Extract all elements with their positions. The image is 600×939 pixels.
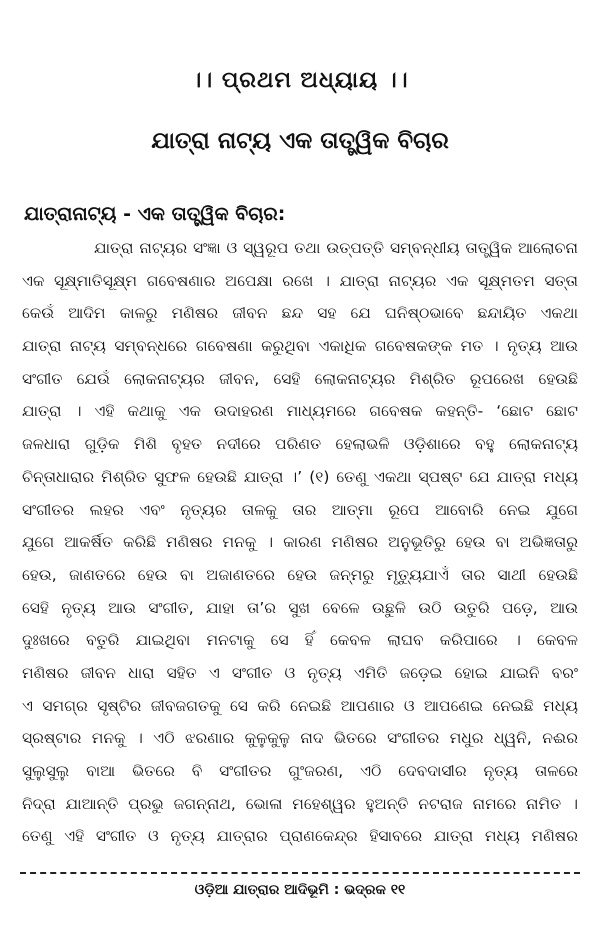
- body-line: ଦୁଃଖରେ ବତୁରି ଯାଇଥିବା ମନଟାକୁ ସେ ହିଁ କେବଳ ଲାଘବ କରିପାରେ । କେବଳ: [22, 631, 578, 650]
- body-line: ମଣିଷର ଜୀବନ ଧାରା ସହିତ ଏ ସଂଗୀତ ଓ ନୃତ୍ୟ ଏମିତି ଜଡ଼େଇ ହୋଇ ଯାଇନି ବରଂ: [22, 663, 578, 682]
- body-text: [22, 232, 578, 853]
- body-line: ହେଉ, ଜାଣତରେ ହେଉ ବା ଅଜାଣତରେ ହେଉ ଜନ୍ମରୁ ମୃତ୍ୟୁଯାଏଁ ତାର ସାଥୀ ହେଉଛି: [22, 565, 578, 584]
- body-line: ଯାତ୍ରା ନାଟ୍ୟ ସମ୍ବନ୍ଧରେ ଗବେଷଣା କରୁଥିବା ଏକାଧିକ ଗବେଷକଙ୍କ ମତ । ନୃତ୍ୟ ଆଉ: [22, 337, 578, 356]
- body-line: ସ୍ରଷ୍ଟାର ମନକୁ । ଏଠି ଝରଣାର କୁଳୁକୁଳୁ ନାଦ ଭିତରେ ସଂଗୀତର ମଧୁର ଧ୍ୱନି, ନଈର: [22, 729, 578, 748]
- body-line: ଯାତ୍ରା । ଏହି କଥାକୁ ଏକ ଉଦାହରଣ ମାଧ୍ୟମରେ ଗବେଷକ କହନ୍ତି- ‘ଛୋଟ ଛୋଟ: [22, 402, 578, 421]
- body-line: ଯୁଗେ ଆକର୍ଷିତ କରିଛି ମଣିଷର ମନକୁ । କାରଣ ମଣିଷର ଅନୁଭୂତିରୁ ହେଉ ବା ଅଭିଜ୍ଞତାରୁ: [22, 533, 578, 552]
- footer-divider: [20, 872, 580, 874]
- body-line: ସୁଲୁସୁଲୁ ବାଆ ଭିତରେ ବି ସଂଗୀତର ଗୁଂଜରଣ, ଏଠି ଦେବଦାସୀର ନୃତ୍ୟ ତାଳରେ: [22, 762, 578, 780]
- body-line: ସେହି ନୃତ୍ୟ ଆଉ ସଂଗୀତ, ଯାହା ତା’ର ସୁଖ ବେଳେ ଉଛୁଳି ଉଠି ଉତୁରି ପଡ଼େ, ଆଉ: [22, 598, 578, 617]
- page-footer: ଓଡ଼ିଆ ଯାତ୍ରାର ଆଦିଭୂମି : ଭଦ୍ରକ ୧୧: [194, 882, 406, 898]
- body-line: ସଂଗୀତର ଲହର ଏବଂ ନୃତ୍ୟର ତାଳକୁ ତାର ଆତ୍ମା ରୂପେ ଆବୋରି ନେଇ ଯୁଗେ: [22, 500, 578, 519]
- body-line: ସଂଗୀତ ଯେଉଁ ଲୋକନାଟ୍ୟର ଜୀବନ, ସେହି ଲୋକନାଟ୍ୟର ମିଶ୍ରିତ ରୂପରେଖ ହେଉଛି: [22, 369, 578, 388]
- chapter-heading: ।। ପ୍ରଥମ ଅଧ୍ୟାୟ ।।: [191, 68, 409, 93]
- body-line: ନିଦ୍ରା ଯାଆନ୍ତି ପ୍ରଭୁ ଜଗନ୍ନାଥ, ଭୋଳା ମହେଶ୍ୱର ହୁଅନ୍ତି ନଟରାଜ ନାମରେ ନାମିତ ।: [22, 794, 578, 813]
- body-line: ଚିନ୍ତାଧାରାର ମିଶ୍ରିତ ସୁଫଳ ହେଉଛି ଯାତ୍ରା ।’ (୧) ତେଣୁ ଏକଥା ସ୍ପଷ୍ଟ ଯେ ଯାତ୍ରା ମଧ୍ୟ: [22, 467, 578, 486]
- body-line: ଯାତ୍ରା ନାଟ୍ୟର ସଂଜ୍ଞା ଓ ସ୍ୱରୂପ ତଥା ଉତ୍ପତ୍ତି ସମ୍ବନ୍ଧୀୟ ତାତ୍ତ୍ୱିକ ଆଲୋଚନା: [94, 239, 578, 257]
- body-line: ଏ ସମଗ୍ର ସୃଷ୍ଟିର ଜୀବଜଗତକୁ ସେ କରି ନେଇଛି ଆପଣାର ଓ ଆପଣେଇ ନେଇଛି ମଧ୍ୟ: [22, 696, 578, 715]
- section-heading: ଯାତ୍ରାନାଟ୍ୟ - ଏକ ତାତ୍ତ୍ୱିକ ବିଚାର:: [24, 203, 286, 225]
- body-line: ତେଣୁ ଏହି ସଂଗୀତ ଓ ନୃତ୍ୟ ଯାତ୍ରାର ପ୍ରାଣକେନ୍ଦ୍ର ହିସାବରେ ଯାତ୍ରା ମଧ୍ୟ ମଣିଷର: [22, 827, 578, 846]
- body-line: ଏକ ସୂକ୍ଷ୍ମାତିସୂକ୍ଷ୍ମ ଗବେଷଣାର ଅପେକ୍ଷା ରଖେ । ଯାତ୍ରା ନାଟ୍ୟର ଏକ ସୂକ୍ଷ୍ମତମ ସତ୍ତା: [22, 271, 578, 290]
- body-line: କେଉଁ ଆଦିମ କାଳରୁ ମଣିଷର ଜୀବନ ଛନ୍ଦ ସହ ଯେ ଘନିଷ୍ଠଭାବେ ଛନ୍ଦାୟିତ ଏକଥା: [22, 304, 578, 323]
- body-line: ଜଳଧାରା ଗୁଡ଼ିକ ମିଶି ବୃହତ ନଦୀରେ ପରିଣତ ହେଲାଭଳି ଓଡ଼ିଶାରେ ବହୁ ଲୋକନାଟ୍ୟ: [22, 435, 578, 454]
- chapter-title: ଯାତ୍ରା ନାଟ୍ୟ ଏକ ତାତ୍ତ୍ୱିକ ବିଚାର: [151, 128, 449, 154]
